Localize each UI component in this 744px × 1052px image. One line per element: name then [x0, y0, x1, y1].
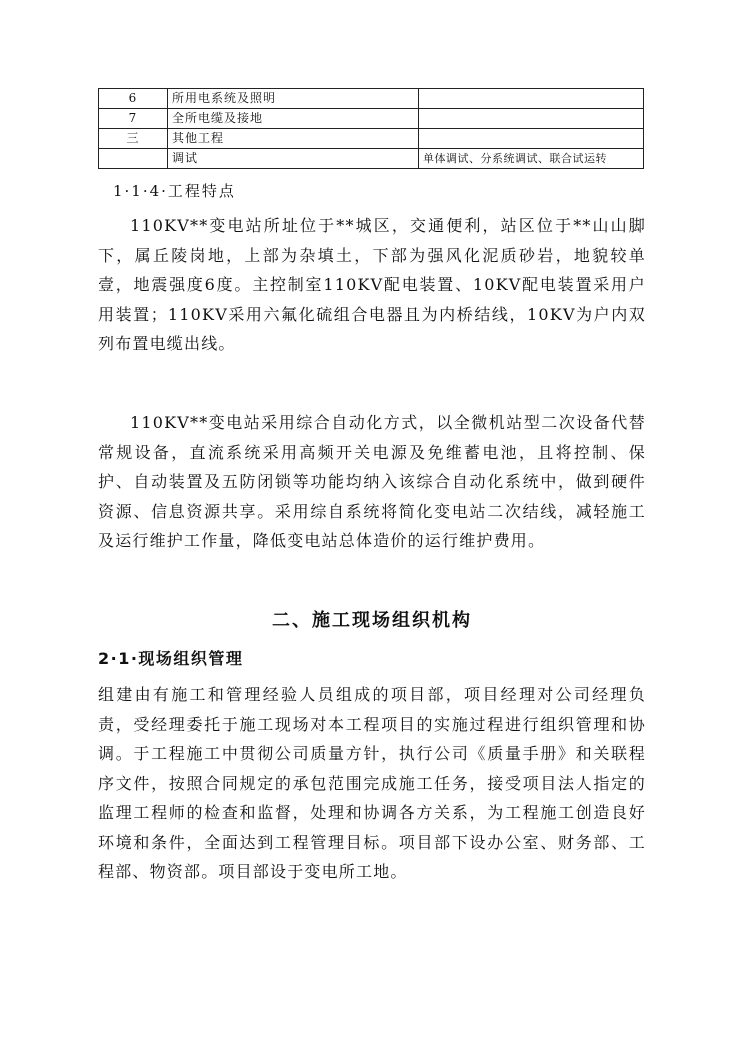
table-cell-item: 所用电系统及照明: [168, 89, 419, 109]
table-cell-no: 7: [99, 109, 168, 129]
table-row: [99, 129, 644, 149]
section-heading-1-1-4: 1·1·4·工程特点: [113, 182, 236, 200]
table-cell-no: 6: [99, 89, 168, 109]
table-cell-item: 全所电缆及接地: [168, 109, 419, 129]
chapter-title: 二、施工现场组织机构: [272, 610, 472, 631]
paragraph-site-management: 组建由有施工和管理经验人员组成的项目部，项目经理对公司经理负责，受经理委托于施工现场对本工程项目的实施过程进行组织管理和协调。于工程施工中贯彻公司质量方针，执行公司《质量手册》和关联程序文件，按照合同规定的承包范围完成施工任务，接受项目法人指定的监理工程师的检查和监督，处理和协调各方关系，为工程施工创造良好环境和条件，全面达到工程管理目标。项目部下设办公室、财务部、工程部、物资部。项目部设于变电所工地。: [98, 685, 646, 881]
table-cell-no: [99, 149, 168, 169]
table-cell-note: [419, 129, 644, 149]
table-cell-no: 三: [99, 129, 168, 149]
section-heading-2-1: 2·1·现场组织管理: [98, 649, 244, 668]
table-cell-note: [419, 109, 644, 129]
table-row: [99, 89, 644, 109]
table-cell-note: [419, 89, 644, 109]
table-cell-item: 其他工程: [168, 129, 419, 149]
table-row: [99, 109, 644, 129]
table-cell-item: 调试: [168, 149, 419, 169]
work-breakdown-table: [98, 88, 644, 169]
table-row: [99, 149, 644, 169]
paragraph-site-overview: 110KV**变电站所址位于**城区，交通便利，站区位于**山山脚下，属丘陵岗地，上部为杂填土，下部为强风化泥质砂岩，地貌较单壹，地震强度6度。主控制室110KV配电装置、10KV配电装置采用户用装置；110KV采用六氟化硫组合电器且为内桥结线，10KV为户内双列布置电缆出线。: [98, 216, 646, 353]
table-cell-note: 单体调试、分系统调试、联合试运转: [419, 149, 644, 169]
paragraph-automation: 110KV**变电站采用综合自动化方式，以全微机站型二次设备代替常规设备，直流系统采用高频开关电源及免维蓄电池，且将控制、保护、自动装置及五防闭锁等功能均纳入该综合自动化系统中，做到硬件资源、信息资源共享。采用综自系统将简化变电站二次结线，减轻施工及运行维护工作量，降低变电站总体造价的运行维护费用。: [98, 413, 646, 550]
